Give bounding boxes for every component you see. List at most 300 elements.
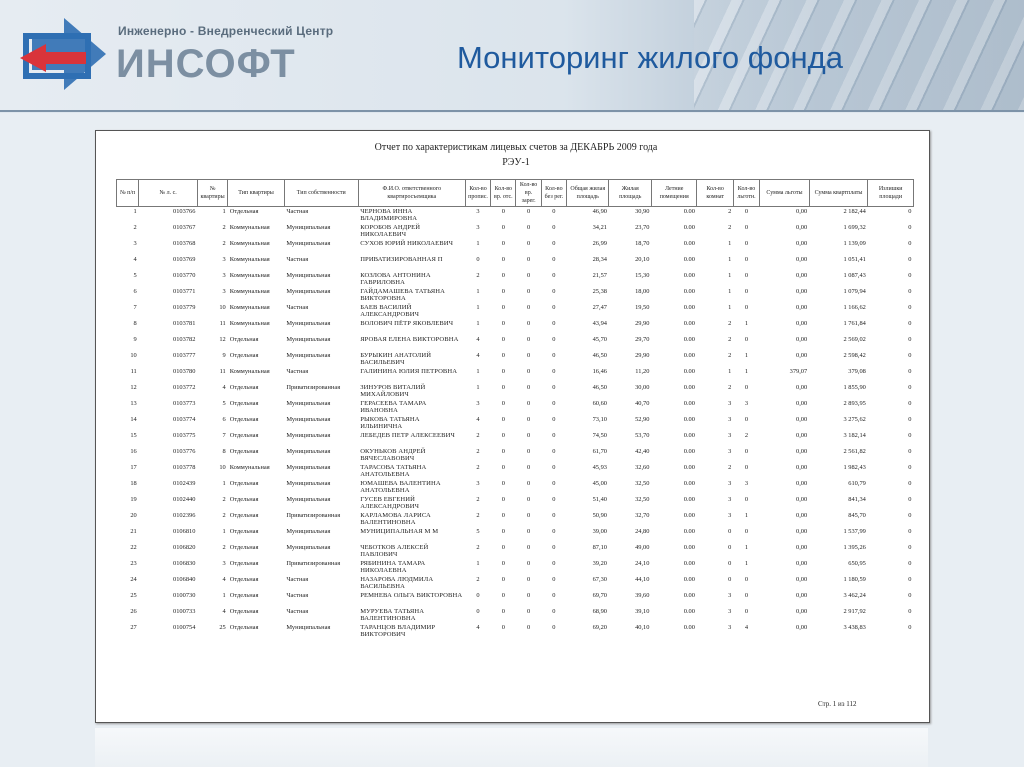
table-cell: 32,60 [635,464,650,471]
table-row [117,335,914,351]
table-cell: 0 [552,256,556,263]
table-cell: 3 [222,256,226,263]
table-cell: ТАРАСОВА ТАТЬЯНА АНАТОЛЬЕВНА [360,464,427,478]
table-cell: 42,40 [635,448,650,455]
table-cell: 0103766 [173,208,196,215]
table-cell: 23 [130,560,137,567]
table-cell: 25 [130,592,137,599]
table-cell: 0 [501,512,505,519]
table-cell: 0 [526,272,531,279]
table-cell: 10 [130,352,137,359]
table-cell: 3 438,83 [843,624,866,631]
column-header: Общая жилая площадь [567,180,609,207]
table-cell: 0 [501,624,505,631]
table-cell: 3 [133,240,137,247]
table-cell: 2 [222,240,226,247]
table-cell: 1 [728,304,732,311]
table-cell: 650,95 [848,560,866,567]
table-cell: 0 [552,336,556,343]
table-cell: 0 [908,608,912,615]
table-cell: 0 [908,528,912,535]
table-cell: 1 139,09 [843,240,866,247]
table-cell: 53,70 [635,432,650,439]
table-cell: 0103778 [173,464,196,471]
page-number: Стр. 1 из 112 [818,700,857,708]
table-cell: 0 [908,224,912,231]
table-cell: 14 [130,416,137,423]
table-cell: 0 [526,624,531,631]
logo-subtitle: Инженерно - Внедренческий Центр [118,24,334,38]
table-cell: 0106840 [173,576,196,583]
table-cell: 0.00 [683,576,695,583]
table-cell: 0 [552,544,556,551]
table-row [117,367,914,383]
table-cell: 3 [728,624,732,631]
table-cell: 0 [501,592,505,599]
table-cell: 1 [476,288,480,295]
table-cell: 0.00 [683,208,695,215]
table-cell: 1 699,32 [843,224,866,231]
table-cell: 0.00 [683,448,695,455]
table-cell: 1 [744,512,749,519]
table-cell: 0 [728,560,732,567]
table-row [117,463,914,479]
table-cell: 0 [908,208,912,215]
table-cell: 2 [744,432,749,439]
table-cell: 7 [133,304,137,311]
table-cell: ВОЛОВИЧ ПЁТР ЯКОВЛЕВИЧ [360,320,454,327]
table-cell: 0.00 [683,512,695,519]
table-cell: 3 [728,512,732,519]
table-cell: 0,00 [796,512,808,519]
table-cell: 10 [219,464,226,471]
column-header: Жилая площадь [609,180,651,207]
table-cell: 2 [476,512,480,519]
table-cell: 379,08 [848,368,866,375]
table-cell: 2 [476,576,480,583]
table-cell: 32,70 [635,512,650,519]
table-cell: 2 [728,320,732,327]
table-cell: 3 [728,400,732,407]
table-cell: 0103772 [173,384,196,391]
table-cell: 1 [476,304,480,311]
table-cell: 0 [476,256,480,263]
table-cell: 39,60 [635,592,650,599]
table-cell: 11,20 [635,368,650,375]
table-cell: 4 [222,608,226,615]
table-cell: 0 [728,544,732,551]
table-cell: 1 [744,544,749,551]
table-cell: 0 [501,368,505,375]
table-cell: 0 [552,528,556,535]
table-row [117,319,914,335]
table-cell: Отдельная [229,608,259,615]
table-cell: 2 [476,496,480,503]
table-cell: 1 395,26 [843,544,866,551]
table-cell: 0 [728,528,732,535]
table-cell: 0.00 [683,624,695,631]
table-cell: 25,38 [592,288,607,295]
table-cell: Частная [286,208,309,215]
table-cell: ЧЕБОТКОВ АЛЕКСЕЙ ПАВЛОВИЧ [360,544,429,558]
table-cell: Коммунальная [229,288,270,295]
table-cell: Муниципальная [286,352,331,359]
table-cell: 12 [219,336,226,343]
table-cell: 22 [130,544,137,551]
table-cell: 841,34 [848,496,866,503]
table-cell: 0 [526,208,531,215]
table-cell: 0 [501,208,505,215]
table-cell: Муниципальная [286,400,331,407]
table-cell: 2 917,92 [843,608,866,615]
table-cell: 0 [501,608,505,615]
table-cell: 0 [908,624,912,631]
table-cell: 0 [501,544,505,551]
table-cell: 0.00 [683,496,695,503]
table-cell: 0.00 [683,256,695,263]
table-row [117,623,914,639]
table-cell: ЛЕБЕДЕВ ПЕТР АЛЕКСЕЕВИЧ [360,432,455,439]
table-cell: 0103774 [173,416,196,423]
table-cell: 0 [908,368,912,375]
table-cell: 379,07 [789,368,808,375]
table-cell: 39,10 [635,608,650,615]
column-header: Кол-во без рег. [541,180,566,207]
table-cell: 0,00 [796,624,808,631]
table-cell: Муниципальная [286,288,331,295]
table-cell: ЗИНУРОВ ВИТАЛИЙ МИХАЙЛОВИЧ [360,384,426,398]
table-cell: 0 [501,352,505,359]
table-cell: 68,90 [592,608,607,615]
table-cell: 45,93 [592,464,607,471]
table-cell: 0 [526,256,531,263]
column-header: Кол-во льготн. [733,180,759,207]
table-cell: 0,00 [796,288,808,295]
table-cell: 0103768 [173,240,196,247]
table-cell: 0 [476,592,480,599]
table-cell: 69,70 [592,592,607,599]
table-cell: 0 [501,272,505,279]
table-cell: 1 [476,384,480,391]
table-cell: 2 [476,544,480,551]
table-cell: 0106830 [173,560,196,567]
table-cell: Коммунальная [229,224,270,231]
table-cell: 1 [133,208,137,215]
table-cell: 4 [222,384,226,391]
table-cell: ЮМАШЕВА ВАЛЕНТИНА АНАТОЛЬЕВНА [360,480,441,494]
table-cell: 0103770 [173,272,196,279]
report-table [116,179,914,639]
table-cell: 17 [130,464,137,471]
table-cell: 0,00 [796,336,808,343]
column-header: Тип собственности [284,180,358,207]
table-cell: 21,57 [592,272,607,279]
table-cell: МУНИЦИПАЛЬНАЯ М М [360,528,439,535]
table-cell: 43,94 [592,320,607,327]
table-cell: 0,00 [796,448,808,455]
table-cell: 0 [744,208,749,215]
table-cell: Муниципальная [286,448,331,455]
table-cell: ГАЙДАМАШЕВА ТАТЬЯНА ВИКТОРОВНА [360,288,445,302]
table-cell: 24,10 [635,560,650,567]
table-cell: 15,30 [635,272,650,279]
table-cell: 0 [552,288,556,295]
table-cell: 1 [728,368,732,375]
table-row [117,607,914,623]
table-cell: 845,70 [848,512,866,519]
report-title: Отчет по характеристикам лицевых счетов за ДЕКАБРЬ 2009 года [374,142,658,153]
table-cell: 0 [744,528,749,535]
table-cell: 0,00 [796,400,808,407]
table-cell: 0.00 [683,288,695,295]
table-cell: ОКУНЬКОВ АНДРЕЙ ВЯЧЕСЛАВОВИЧ [360,448,426,462]
table-cell: 4 [476,352,480,359]
table-cell: 0.00 [683,304,695,311]
table-cell: БАЕВ ВАСИЛИЙ АЛЕКСАНДРОВИЧ [360,304,420,318]
table-cell: Отдельная [229,352,259,359]
table-cell: 13 [130,400,137,407]
table-cell: 0,00 [796,608,808,615]
table-cell: 6 [133,288,137,295]
table-cell: 0103777 [173,352,196,359]
table-cell: 1 [476,560,480,567]
table-cell: 0 [526,608,531,615]
table-cell: 0103781 [173,320,196,327]
table-cell: 1 166,62 [843,304,866,311]
table-row [117,271,914,287]
table-cell: 0,00 [796,528,808,535]
table-cell: 0102439 [173,480,196,487]
table-cell: 0 [501,416,505,423]
table-cell: 0.00 [683,384,695,391]
table-cell: 0 [552,432,556,439]
table-cell: 1 [744,352,749,359]
table-cell: 16,46 [592,368,607,375]
table-cell: 2 [222,496,226,503]
table-cell: 0 [744,496,749,503]
table-cell: 3 [728,496,732,503]
table-cell: 19 [130,496,137,503]
table-cell: 0 [552,208,556,215]
table-cell: 0 [501,224,505,231]
table-cell: 26,99 [592,240,607,247]
table-cell: 0 [526,528,531,535]
table-cell: Коммунальная [229,240,270,247]
table-cell: 9 [222,352,226,359]
table-cell: 46,50 [592,352,607,359]
table-cell: 0.00 [683,544,695,551]
table-cell: 0.00 [683,592,695,599]
table-row [117,415,914,431]
table-cell: 0103775 [173,432,196,439]
table-cell: 20 [130,512,137,519]
table-cell: 40,70 [635,400,650,407]
table-cell: 0 [552,224,556,231]
table-cell: 0 [526,368,531,375]
column-header: Кол-во вр. отс. [491,180,516,207]
table-row [117,351,914,367]
table-cell: 29,70 [635,336,650,343]
table-cell: 0103776 [173,448,196,455]
table-cell: 3 [222,272,226,279]
table-cell: 0 [744,608,749,615]
table-cell: 0 [908,512,912,519]
column-header: Излишки площади [868,180,914,207]
table-cell: ЯРОВАЯ ЕЛЕНА ВИКТОРОВНА [360,336,459,343]
table-cell: 2 [728,224,732,231]
table-row [117,511,914,527]
table-cell: Отдельная [229,384,259,391]
table-cell: 24,80 [635,528,650,535]
table-cell: 0 [552,272,556,279]
table-cell: 0,00 [796,464,808,471]
table-cell: Муниципальная [286,496,331,503]
table-cell: Отдельная [229,432,259,439]
table-cell: Отдельная [229,576,259,583]
table-cell: Муниципальная [286,432,331,439]
table-cell: 5 [222,400,226,407]
table-row [117,447,914,463]
table-cell: Приватизированная [286,384,341,391]
table-cell: 32,50 [635,496,650,503]
table-cell: 0 [501,256,505,263]
table-cell: Приватизированная [286,560,341,567]
table-cell: 0 [526,432,531,439]
table-cell: 9 [133,336,137,343]
table-cell: 61,70 [592,448,607,455]
table-cell: 0 [501,448,505,455]
table-cell: 0 [908,320,912,327]
table-row [117,255,914,271]
column-header: № квартиры [197,180,227,207]
table-cell: 0 [501,496,505,503]
table-cell: Частная [286,368,309,375]
table-cell: 2 [476,464,480,471]
table-cell: 2 [133,224,137,231]
table-cell: ПРИВАТИЗИРОВАННАЯ П [360,256,443,263]
table-cell: 1 [476,368,480,375]
table-cell: 0 [526,496,531,503]
table-cell: 0.00 [683,480,695,487]
table-cell: 0 [526,480,531,487]
table-cell: 0.00 [683,432,695,439]
table-cell: 4 [476,416,480,423]
table-cell: 3 [222,288,226,295]
table-cell: 0 [908,576,912,583]
table-cell: 2 598,42 [843,352,866,359]
table-cell: 0 [552,496,556,503]
table-cell: 44,10 [635,576,650,583]
table-cell: 0,00 [796,576,808,583]
table-cell: 29,90 [635,352,650,359]
table-cell: 28,34 [592,256,607,263]
table-cell: 0103782 [173,336,196,343]
table-cell: 18,70 [635,240,650,247]
table-cell: 5 [476,528,480,535]
logo-name: ИНСОФТ [116,42,296,86]
table-cell: 2 [728,336,732,343]
table-cell: 60,60 [592,400,607,407]
table-cell: 1 [744,560,749,567]
table-cell: 3 [728,608,732,615]
table-cell: 32,50 [635,480,650,487]
table-cell: 1 180,59 [843,576,866,583]
column-header: Сумма квартплаты [809,180,868,207]
table-cell: НАЗАРОВА ЛЮДМИЛА ВАСИЛЬЕВНА [360,576,434,590]
report-subtitle: РЭУ-1 [502,157,530,168]
table-cell: Муниципальная [286,544,331,551]
table-cell: Коммунальная [229,304,270,311]
table-row [117,399,914,415]
table-cell: 0,00 [796,480,808,487]
table-cell: 0103779 [173,304,196,311]
table-cell: 2 [222,544,226,551]
table-cell: 2 [476,432,480,439]
table-cell: 1 [744,368,749,375]
table-cell: 2 893,95 [843,400,866,407]
table-cell: Муниципальная [286,416,331,423]
table-cell: 0 [744,576,749,583]
table-cell: ЧЕРНОВА ИННА ВЛАДИМИРОВНА [360,208,418,222]
table-cell: 3 [728,480,732,487]
table-cell: Отдельная [229,528,259,535]
table-cell: 2 [476,448,480,455]
table-cell: 0 [501,432,505,439]
table-cell: 0 [552,368,556,375]
table-cell: РЕМНЕВА ОЛЬГА ВИКТОРОВНА [360,592,463,599]
table-cell: 5 [133,272,137,279]
table-cell: 0100730 [173,592,196,599]
table-cell: 0 [908,352,912,359]
table-cell: 0 [744,464,749,471]
table-cell: 0 [552,320,556,327]
table-cell: Муниципальная [286,464,331,471]
table-cell: 0,00 [796,224,808,231]
table-cell: 0.00 [683,464,695,471]
table-cell: 3 [728,592,732,599]
table-cell: 0 [552,352,556,359]
table-cell: 0 [744,416,749,423]
table-row [117,495,914,511]
table-cell: Приватизированная [286,512,341,519]
table-cell: 0 [501,480,505,487]
table-cell: Муниципальная [286,320,331,327]
table-cell: 1 [728,288,732,295]
column-header: Кол-во вр. зарег. [516,180,541,207]
table-cell: 39,00 [592,528,607,535]
table-cell: 2 182,44 [843,208,866,215]
table-cell: 2 [476,272,480,279]
table-cell: 0 [552,560,556,567]
table-cell: 0 [526,224,531,231]
table-cell: 0.00 [683,528,695,535]
table-cell: 0.00 [683,224,695,231]
table-cell: 45,70 [592,336,607,343]
table-cell: 0.00 [683,560,695,567]
table-cell: Муниципальная [286,528,331,535]
table-cell: 0.00 [683,352,695,359]
table-cell: 0 [526,352,531,359]
table-cell: 0 [908,304,912,311]
table-cell: 0 [744,288,749,295]
table-cell: ГЕРАСЕЕВА ТАМАРА ИВАНОВНА [360,400,427,414]
table-cell: 18 [130,480,137,487]
table-cell: 0 [501,336,505,343]
table-cell: Частная [286,576,309,583]
table-cell: 0 [744,592,749,599]
table-cell: 0 [526,592,531,599]
table-row [117,383,914,399]
